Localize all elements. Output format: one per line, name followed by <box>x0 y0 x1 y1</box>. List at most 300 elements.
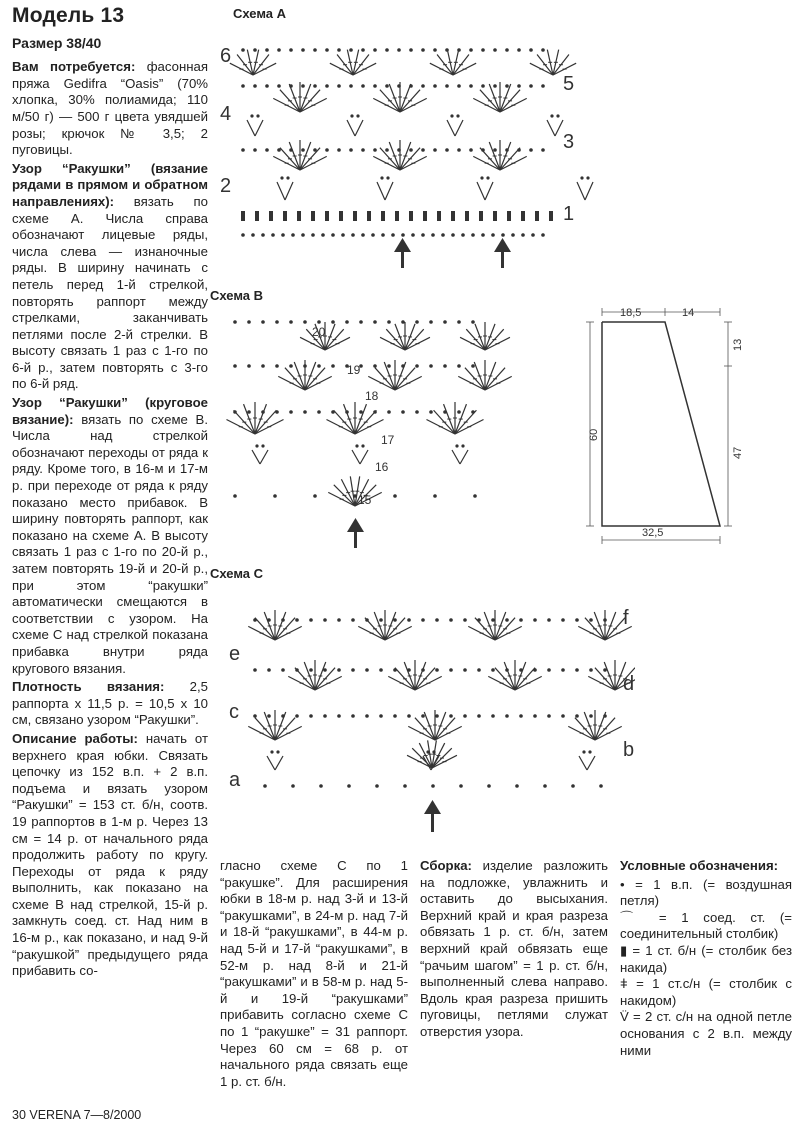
chain-dot <box>267 618 271 622</box>
chain-dot <box>556 114 559 117</box>
v-stroke <box>452 450 460 464</box>
chain-dot <box>541 148 545 152</box>
chain-dot <box>433 494 437 498</box>
skirt-pattern-schematic <box>580 300 790 555</box>
chain-dot <box>491 233 495 237</box>
chain-dot <box>247 320 251 324</box>
chain-dot <box>256 114 259 117</box>
schema-a-diagram <box>215 30 595 280</box>
chain-dot <box>265 84 269 88</box>
schema-a-row-label: 6 <box>220 45 232 67</box>
chain-dot <box>373 410 377 414</box>
para-lead: Узор “Ракушки” (вязание рядами в прямом и обратном направлениях): <box>12 160 208 209</box>
chain-dot <box>541 84 545 88</box>
chain-dot <box>589 668 593 672</box>
v-stroke <box>585 182 593 200</box>
chain-dot <box>313 148 317 152</box>
chain-dot <box>477 618 481 622</box>
legend-text: = 1 ст.с/н (= столбик с накидом) <box>620 976 792 1008</box>
chain-dot <box>441 233 445 237</box>
sc-bar <box>521 211 525 221</box>
chain-dot <box>451 233 455 237</box>
chain-dot <box>588 750 591 753</box>
round-number: 20 <box>312 325 326 339</box>
chain-dot <box>365 668 369 672</box>
chain-dot <box>261 410 265 414</box>
legend-symbol: ǂ <box>620 976 628 992</box>
sc-bar <box>535 211 539 221</box>
chain-dot <box>603 714 607 718</box>
round-number: 19 <box>347 363 361 377</box>
chain-dot <box>275 410 279 414</box>
chain-dot <box>409 148 413 152</box>
chain-dot <box>561 714 565 718</box>
chain-dot <box>289 364 293 368</box>
legend-text: = 1 соед. ст. (= соединительный столбик) <box>620 909 793 942</box>
legend-symbol: ▮ <box>620 942 628 958</box>
chain-dot <box>547 618 551 622</box>
v-stroke <box>267 756 275 770</box>
schema-c-row-label: e <box>229 643 241 665</box>
chain-dot <box>445 48 449 52</box>
chain-dot <box>421 148 425 152</box>
chain-dot <box>241 233 245 237</box>
chain-dot <box>361 148 365 152</box>
chain-dot <box>261 444 264 447</box>
chain-dot <box>477 668 481 672</box>
chain-dot <box>331 320 335 324</box>
chain-dot <box>421 84 425 88</box>
sc-bar <box>409 211 413 221</box>
sc-bar <box>255 211 259 221</box>
v-stroke <box>352 450 360 464</box>
chain-dot <box>277 84 281 88</box>
round-number: 17 <box>381 433 395 447</box>
chain-dot <box>325 48 329 52</box>
chain-dot <box>281 668 285 672</box>
chain-dot <box>371 233 375 237</box>
chain-dot <box>323 668 327 672</box>
chain-dot <box>359 320 363 324</box>
chain-dot <box>431 233 435 237</box>
chain-dot <box>561 668 565 672</box>
chain-dot <box>505 148 509 152</box>
chain-dot <box>337 714 341 718</box>
chain-dot <box>393 494 397 498</box>
chain-dot <box>589 618 593 622</box>
chain-dot <box>261 320 265 324</box>
sc-bar <box>297 211 301 221</box>
chain-dot <box>356 114 359 117</box>
chain-dot <box>337 618 341 622</box>
chain-dot <box>325 84 329 88</box>
work-description-paragraph <box>12 731 208 980</box>
chain-dot <box>543 784 547 788</box>
chain-dot <box>505 48 509 52</box>
sc-bar <box>381 211 385 221</box>
chain-dot <box>415 410 419 414</box>
dim-left: 60 <box>588 428 600 441</box>
chain-dot <box>481 148 485 152</box>
chain-dot <box>407 668 411 672</box>
schema-c-row-label: b <box>623 739 635 761</box>
chain-dot <box>547 668 551 672</box>
para-lead: Вам потребуется: <box>12 59 136 75</box>
chain-dot <box>493 148 497 152</box>
assembly-column <box>420 858 608 1041</box>
chain-dot <box>337 84 341 88</box>
chain-dot <box>421 233 425 237</box>
chain-dot <box>351 618 355 622</box>
chain-dot <box>521 233 525 237</box>
chain-dot <box>281 618 285 622</box>
chain-dot <box>345 320 349 324</box>
chain-dot <box>373 84 377 88</box>
chain-dot <box>449 714 453 718</box>
chain-dot <box>281 233 285 237</box>
para-text: начать от верхнего края юбки. Связать цепочку из 152 в.п. + 2 в.п. подъема и вязать узором “Ракушки” = 153 ст. б/н, соотв. 19 раппортов в 1-м р. Через 13 см = 14 р. от начального ряда продолжить работу по кругу. Переходы от ряда к ряду выполнить, как показано на схеме В над стрелкой, 15-й р. замкнуть соед. ст. Над ним в 16-м р., как показано, и над 9-й “ракушкой” предыдущего ряда прибавить со- <box>12 730 208 979</box>
chain-dot <box>469 148 473 152</box>
chain-dot <box>481 233 485 237</box>
para-text: вязать по схеме А. Числа справа обозначают лицевые ряды, числа слева — изнаночные ряды. В ширину начинать с петель перед 1-й стрелкой, повторять раппорт между стрелками, заканчивать петлями после 2-й стрелки. В высоту связать 1 раз с 1-го по 6-й р., затем повторять с 3-го по 6-й ряд. <box>12 193 208 392</box>
chain-dot <box>325 148 329 152</box>
chain-dot <box>267 668 271 672</box>
chain-dot <box>273 494 277 498</box>
chain-dot <box>407 618 411 622</box>
chain-dot <box>351 233 355 237</box>
v-stroke <box>285 182 293 200</box>
sc-bar <box>269 211 273 221</box>
instructions-column-2: гласно схеме С по 1 “ракушке”. Для расширения юбки в 18-м р. над 3-й и 13-й “ракушками”, в 24-м р. над 7-й и 18-й “ракушками”, в 44-м р. над 5-й и 17-й “ракушками”, в 52-м р. над 8-й и 21-й “ракушками” и в 58-м р. над 5-й и 19-й “ракушками” прибавить согласно схеме С по 1 “ракушке” = 31 раппорт. Через 60 см = 68 р. от начального ряда связать еще 1 р. ст. б/н. <box>220 858 408 1089</box>
schema-a-title: Схема А <box>233 6 287 21</box>
chain-dot <box>373 48 377 52</box>
legend-title: Условные обозначения: <box>620 858 779 873</box>
chain-dot <box>301 84 305 88</box>
chain-dot <box>309 714 313 718</box>
chain-dot <box>373 364 377 368</box>
chain-dot <box>295 618 299 622</box>
chain-dot <box>445 148 449 152</box>
chain-dot <box>435 668 439 672</box>
chain-dot <box>457 84 461 88</box>
chain-dot <box>397 48 401 52</box>
chain-dot <box>387 410 391 414</box>
chain-dot <box>480 176 483 179</box>
chain-dot <box>547 714 551 718</box>
chain-dot <box>491 714 495 718</box>
chain-dot <box>311 233 315 237</box>
chain-dot <box>519 714 523 718</box>
chain-dot <box>373 148 377 152</box>
chain-dot <box>471 320 475 324</box>
legend-item <box>620 910 792 943</box>
v-stroke <box>455 120 463 136</box>
pattern-a-paragraph <box>12 161 208 393</box>
chain-dot <box>493 84 497 88</box>
chain-dot <box>337 48 341 52</box>
chain-dot <box>401 320 405 324</box>
chain-dot <box>517 48 521 52</box>
v-stroke <box>460 450 468 464</box>
chain-dot <box>477 714 481 718</box>
para-text: фасонная пряжа Gedifra “Oasis” (70% хлопка, 30% полиамида; 110 м/50 г) — 500 г цвета увядшей розы; крючок № 3,5; 2 пуговицы. <box>12 59 209 158</box>
chain-dot <box>457 148 461 152</box>
page-footer: 30 VERENA 7—8/2000 <box>12 1108 142 1122</box>
v-stroke <box>260 450 268 464</box>
v-stroke <box>377 182 385 200</box>
chain-dot <box>337 668 341 672</box>
chain-dot <box>385 148 389 152</box>
legend-text: = 1 в.п. (= воздушная петля) <box>620 876 792 909</box>
schema-c-row-label: f <box>623 607 629 629</box>
chain-dot <box>575 668 579 672</box>
chain-dot <box>461 444 464 447</box>
schema-c-row-label: d <box>623 673 635 695</box>
chain-dot <box>487 784 491 788</box>
schema-a-row-label: 1 <box>563 203 575 225</box>
chain-dot <box>341 233 345 237</box>
chain-dot <box>461 233 465 237</box>
chain-dot <box>317 364 321 368</box>
legend-item <box>620 1009 792 1059</box>
chain-dot <box>275 320 279 324</box>
chain-dot <box>529 84 533 88</box>
chain-dot <box>233 364 237 368</box>
chain-dot <box>533 714 537 718</box>
chain-dot <box>505 714 509 718</box>
chain-dot <box>375 784 379 788</box>
chain-dot <box>303 320 307 324</box>
dim-top-right: 14 <box>682 307 695 319</box>
chain-dot <box>409 84 413 88</box>
chain-dot <box>411 233 415 237</box>
chain-dot <box>233 320 237 324</box>
chain-dot <box>351 714 355 718</box>
chain-dot <box>331 233 335 237</box>
schema-b-title: Схема В <box>210 288 264 303</box>
sc-bar <box>549 211 553 221</box>
chain-dot <box>401 410 405 414</box>
chain-dot <box>529 48 533 52</box>
chain-dot <box>355 444 358 447</box>
chain-dot <box>471 410 475 414</box>
dim-top-left: 18,5 <box>620 307 642 319</box>
chain-dot <box>265 148 269 152</box>
schema-c-title: Схема С <box>210 566 264 581</box>
sc-bar <box>437 211 441 221</box>
chain-dot <box>443 320 447 324</box>
schema-a-row-label: 5 <box>563 73 575 95</box>
chain-dot <box>421 618 425 622</box>
schema-b-round-numbers <box>312 325 395 507</box>
schema-a-row-label: 3 <box>563 131 575 153</box>
legend-item <box>620 877 792 910</box>
chain-dot <box>345 410 349 414</box>
legend-symbol: V̈ <box>620 1009 629 1025</box>
chain-dot <box>379 668 383 672</box>
chain-dot <box>433 48 437 52</box>
chain-dot <box>331 364 335 368</box>
chain-dot <box>276 750 279 753</box>
schema-c-stitches <box>248 610 635 788</box>
chain-dot <box>251 233 255 237</box>
schema-a-arrows <box>394 238 511 268</box>
chain-dot <box>261 364 265 368</box>
chain-dot <box>361 444 364 447</box>
chain-dot <box>421 668 425 672</box>
chain-dot <box>380 176 383 179</box>
chain-dot <box>561 618 565 622</box>
sc-bar <box>367 211 371 221</box>
chain-dot <box>457 364 461 368</box>
assembly-text: изделие разложить на подложке, увлажнить и оставить до высыхания. Верхний край и края разреза обвязать 1 р. ст. б/н, затем верхний край обвязать еще “рачьим шагом” = 1 р. ст. б/н, выполненный слева направо. Вдоль края разреза пришить пуговицы, петлями служат отверстия узора. <box>420 858 608 1039</box>
chain-dot <box>309 618 313 622</box>
chain-dot <box>323 714 327 718</box>
para-lead: Плотность вязания: <box>12 679 165 695</box>
chain-dot <box>531 233 535 237</box>
chain-dot <box>463 618 467 622</box>
chain-dot <box>289 148 293 152</box>
legend-symbol: ⌒ <box>620 909 645 925</box>
sc-bar <box>325 211 329 221</box>
chain-dot <box>511 233 515 237</box>
para-lead: Описание работы: <box>12 730 138 746</box>
chain-dot <box>321 233 325 237</box>
chain-dot <box>385 84 389 88</box>
chain-dot <box>586 176 589 179</box>
legend-item <box>620 943 792 976</box>
chain-dot <box>349 84 353 88</box>
chain-dot <box>519 618 523 622</box>
chain-dot <box>481 84 485 88</box>
chain-dot <box>313 48 317 52</box>
chain-dot <box>253 84 257 88</box>
round-number: 18 <box>365 389 379 403</box>
chain-dot <box>241 48 245 52</box>
chain-dot <box>365 618 369 622</box>
chain-dot <box>393 668 397 672</box>
chain-dot <box>505 668 509 672</box>
chain-dot <box>270 750 273 753</box>
schema-b-diagram <box>215 306 515 552</box>
chain-dot <box>450 114 453 117</box>
chain-dot <box>247 410 251 414</box>
sc-bar <box>241 211 245 221</box>
chain-dot <box>529 148 533 152</box>
sc-bar <box>507 211 511 221</box>
chain-dot <box>250 114 253 117</box>
v-stroke <box>385 182 393 200</box>
chain-dot <box>387 320 391 324</box>
chain-dot <box>443 364 447 368</box>
chain-dot <box>415 320 419 324</box>
chain-dot <box>457 48 461 52</box>
chain-dot <box>455 444 458 447</box>
chain-dot <box>275 364 279 368</box>
chain-dot <box>491 618 495 622</box>
chain-dot <box>253 48 257 52</box>
chain-dot <box>575 714 579 718</box>
chain-dot <box>393 714 397 718</box>
chain-dot <box>379 714 383 718</box>
chain-dot <box>429 364 433 368</box>
chain-dot <box>303 364 307 368</box>
v-stroke <box>587 756 595 770</box>
legend-text: = 1 ст. б/н (= столбик без накида) <box>620 942 792 975</box>
chain-dot <box>286 176 289 179</box>
chain-dot <box>301 48 305 52</box>
chain-dot <box>313 494 317 498</box>
chain-dot <box>295 668 299 672</box>
schema-c-arrow <box>424 800 441 832</box>
chain-dot <box>517 84 521 88</box>
chain-dot <box>319 784 323 788</box>
schema-a-row-label: 2 <box>220 175 232 197</box>
model-title: Модель 13 <box>12 4 125 27</box>
chain-dot <box>550 114 553 117</box>
legend-symbol: • <box>620 876 625 892</box>
chain-dot <box>381 233 385 237</box>
chain-dot <box>280 176 283 179</box>
chain-dot <box>401 233 405 237</box>
chain-dot <box>401 364 405 368</box>
chain-dot <box>469 84 473 88</box>
pattern-b-paragraph <box>12 395 208 677</box>
chain-dot <box>361 48 365 52</box>
legend-column <box>620 858 792 1059</box>
chain-dot <box>533 668 537 672</box>
chain-dot <box>253 668 257 672</box>
gauge-paragraph <box>12 679 208 729</box>
chain-dot <box>349 48 353 52</box>
chain-dot <box>582 750 585 753</box>
chain-dot <box>365 714 369 718</box>
v-stroke <box>277 182 285 200</box>
chain-dot <box>241 84 245 88</box>
chain-dot <box>379 618 383 622</box>
round-number: 15 <box>358 493 372 507</box>
chain-dot <box>291 784 295 788</box>
chain-dot <box>456 114 459 117</box>
schema-a-row-label: 4 <box>220 103 232 125</box>
sc-bar <box>283 211 287 221</box>
chain-dot <box>541 233 545 237</box>
chain-dot <box>403 784 407 788</box>
chain-dot <box>501 233 505 237</box>
chain-dot <box>409 48 413 52</box>
chain-dot <box>575 618 579 622</box>
chain-dot <box>289 84 293 88</box>
v-stroke <box>485 182 493 200</box>
chain-dot <box>471 233 475 237</box>
chain-dot <box>463 714 467 718</box>
chain-dot <box>289 320 293 324</box>
chain-dot <box>429 320 433 324</box>
sc-bar <box>353 211 357 221</box>
chain-dot <box>505 84 509 88</box>
para-lead: Узор “Ракушки” (круговое вязание): <box>12 395 208 427</box>
chain-dot <box>433 148 437 152</box>
chain-dot <box>350 114 353 117</box>
round-number: 16 <box>375 460 389 474</box>
chain-dot <box>386 176 389 179</box>
sc-bar <box>395 211 399 221</box>
chain-dot <box>449 668 453 672</box>
left-column <box>12 4 209 982</box>
chain-dot <box>265 48 269 52</box>
chain-dot <box>459 784 463 788</box>
sc-bar <box>451 211 455 221</box>
